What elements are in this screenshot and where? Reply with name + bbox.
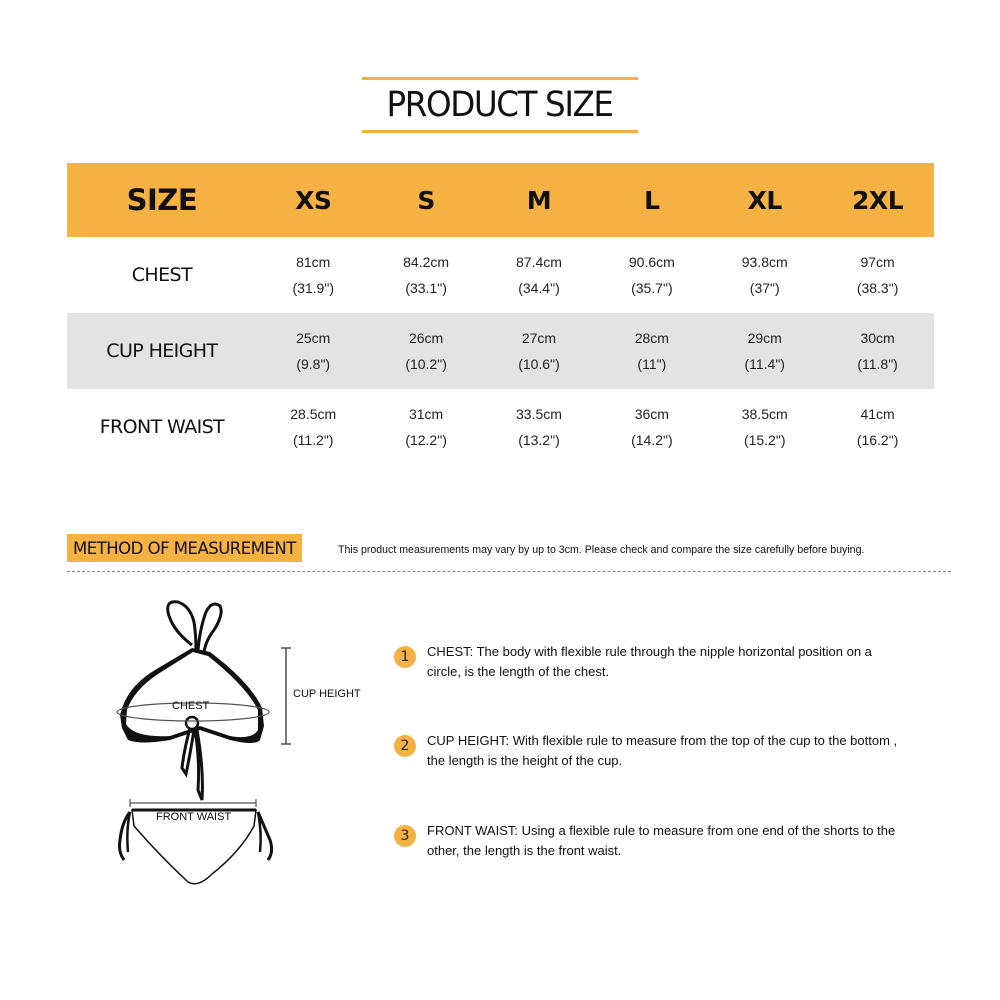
cell-inch: (11.8"): [857, 356, 898, 372]
table-row-chest: [67, 237, 934, 313]
table-cell: [257, 401, 370, 453]
header-size-s: S: [417, 185, 435, 215]
cell-cm: 81cm: [296, 254, 331, 270]
cell-cm: 36cm: [634, 406, 669, 422]
table-cell: [595, 325, 708, 377]
table-cell: [821, 325, 934, 377]
cup-height-label: CUP HEIGHT: [293, 688, 361, 700]
table-row-front-waist: [67, 389, 934, 465]
cell-cm: 97cm: [860, 254, 895, 270]
title-banner: [362, 77, 638, 133]
cell-inch: (37"): [749, 280, 780, 296]
table-cell: [595, 249, 708, 301]
table-cell: [708, 401, 821, 453]
cell-cm: 93.8cm: [741, 254, 788, 270]
header-size-xs: XS: [295, 185, 332, 215]
cell-inch: (11.2"): [292, 432, 334, 448]
row-label: CUP HEIGHT: [106, 340, 218, 362]
cell-inch: (11"): [637, 356, 667, 372]
step-chest: [394, 642, 904, 682]
method-heading: METHOD OF MEASUREMENT: [67, 534, 302, 562]
cell-cm: 30cm: [860, 330, 895, 346]
table-cell: [370, 249, 483, 301]
method-note: This product measurements may vary by up to 3cm. Please check and compare the size carefully before buying.: [338, 544, 865, 556]
table-cell: [483, 401, 596, 453]
table-cell: [483, 249, 596, 301]
table-cell: [257, 325, 370, 377]
cell-cm: 28cm: [634, 330, 669, 346]
cell-cm: 87.4cm: [516, 254, 562, 270]
cell-cm: 38.5cm: [741, 406, 788, 422]
row-label: CHEST: [131, 264, 192, 286]
header-size-l: L: [644, 185, 660, 215]
cell-inch: (33.1"): [405, 280, 447, 296]
header-size-xl: XL: [747, 185, 782, 215]
table-header-row: [67, 163, 934, 237]
row-label: FRONT WAIST: [99, 416, 225, 438]
bikini-drawing: [100, 590, 380, 920]
header-size-m: M: [526, 185, 552, 215]
table-cell: [257, 249, 370, 301]
page-title: PRODUCT SIZE: [386, 85, 614, 125]
step-text: FRONT WAIST: Using a flexible rule to measure from one end of the shorts to the other, the length is the front waist.: [427, 823, 896, 858]
cell-cm: 33.5cm: [516, 406, 562, 422]
table-cell: [370, 401, 483, 453]
step-number: 2: [394, 735, 416, 757]
cell-inch: (34.4"): [518, 280, 560, 296]
step-text: CHEST: The body with flexible rule through the nipple horizontal position on a circle, is the length of the chest.: [427, 644, 872, 679]
table-cell: [483, 325, 596, 377]
cell-cm: 27cm: [521, 330, 557, 346]
header-size-label: SIZE: [126, 183, 198, 217]
table-cell: [708, 249, 821, 301]
cell-inch: (12.2"): [405, 432, 447, 448]
cell-inch: (10.2"): [405, 356, 447, 372]
bikini-illustration: [100, 590, 380, 920]
cell-inch: (14.2"): [631, 432, 673, 448]
cell-inch: (38.3"): [856, 280, 899, 296]
cell-inch: (10.6"): [518, 356, 560, 372]
cell-cm: 31cm: [408, 406, 444, 422]
cell-inch: (13.2"): [518, 432, 560, 448]
chest-label: CHEST: [172, 700, 210, 712]
front-waist-label: FRONT WAIST: [156, 811, 232, 823]
table-cell: [370, 325, 483, 377]
cell-cm: 90.6cm: [628, 254, 675, 270]
dashed-divider: [67, 571, 951, 572]
cell-inch: (15.2"): [743, 432, 786, 448]
step-number: 3: [394, 825, 416, 847]
cell-inch: (35.7"): [631, 280, 673, 296]
step-number: 1: [394, 646, 416, 668]
cell-cm: 26cm: [408, 330, 444, 346]
step-cup-height: [394, 731, 904, 771]
step-front-waist: [394, 821, 904, 861]
cell-cm: 84.2cm: [403, 254, 450, 270]
table-cell: [821, 401, 934, 453]
size-table: [67, 163, 934, 465]
table-row-cup-height: [67, 313, 934, 389]
cell-cm: 28.5cm: [290, 406, 337, 422]
cell-inch: (16.2"): [856, 432, 899, 448]
table-cell: [708, 325, 821, 377]
cell-cm: 25cm: [296, 330, 331, 346]
cell-cm: 29cm: [747, 330, 782, 346]
cell-inch: (31.9"): [292, 280, 334, 296]
header-size-2xl: 2XL: [852, 185, 904, 215]
table-cell: [821, 249, 934, 301]
cell-inch: (11.4"): [744, 356, 785, 372]
table-cell: [595, 401, 708, 453]
cell-cm: 41cm: [860, 406, 895, 422]
cell-inch: (9.8"): [296, 356, 331, 372]
step-text: CUP HEIGHT: With flexible rule to measure from the top of the cup to the bottom , the length is the height of the cup.: [427, 733, 898, 768]
